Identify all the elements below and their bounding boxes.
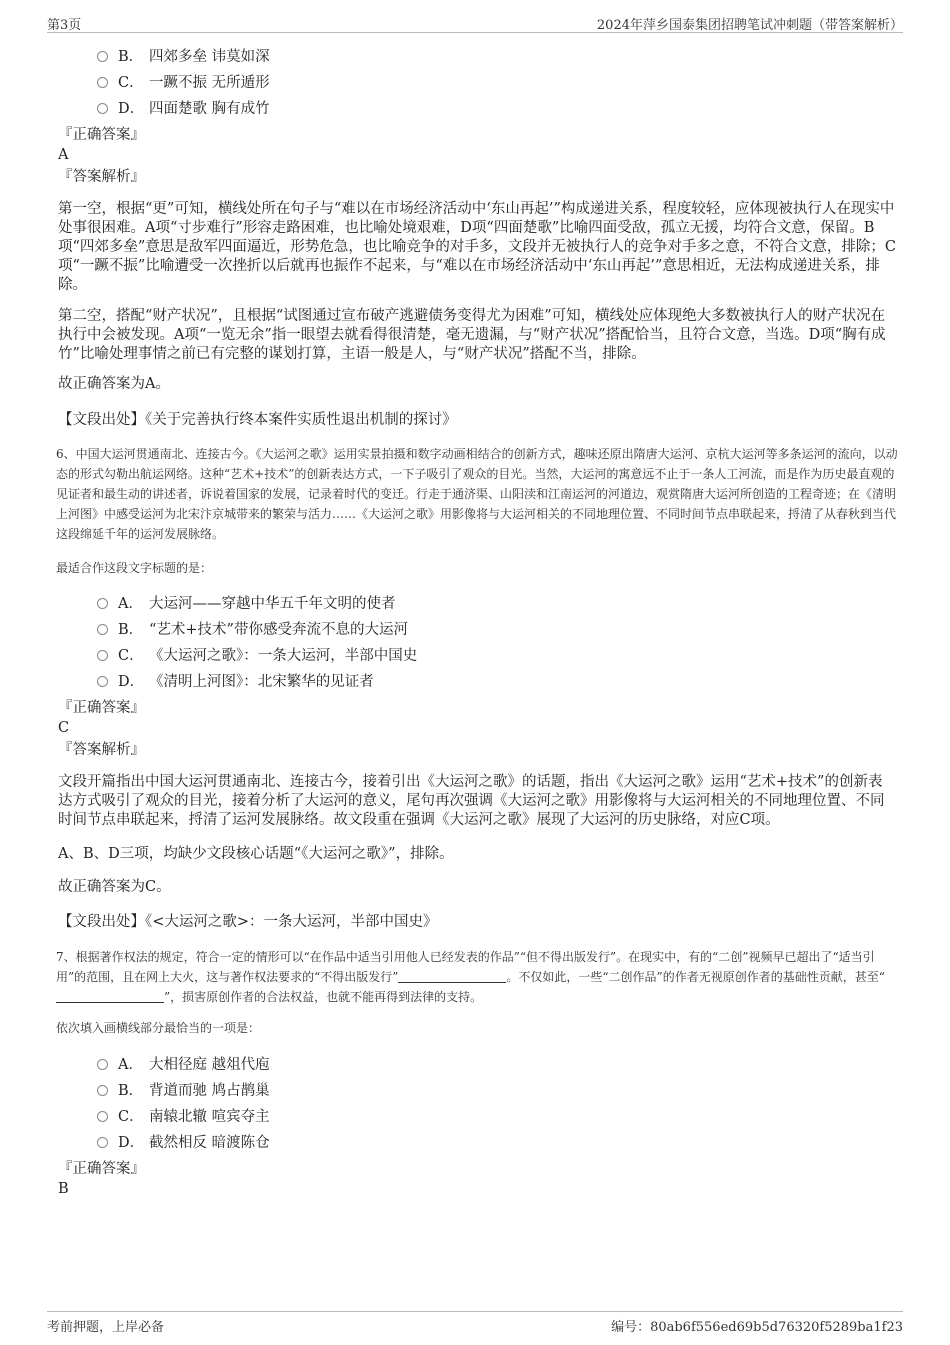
document-id: 编号：80ab6f556ed69b5d76320f5289ba1f23 [611, 1320, 903, 1335]
q6-option-c[interactable]: C． 《大运河之歌》：一条大运河，半部中国史 [97, 646, 417, 666]
radio-icon[interactable] [97, 650, 108, 661]
q5-answer: A [58, 147, 69, 163]
q6-analysis-p1: 文段开篇指出中国大运河贯通南北、连接古今，接着引出《大运河之歌》的话题，指出《大运河之歌》运用“艺术+技术”的创新表达方式吸引了观众的目光，接着分析了大运河的意义，尾句再次强调《大运河之歌》用影像将与大运河相关的不同地理位置、不同时间节点串联起来，捋清了运河发展脉络。故文段重在强调《大运河之歌》展现了大运河的历史脉络，对应C项。 [58, 774, 885, 828]
q5-analysis-p2: 第二空，搭配“财产状况”，且根据“试图通过宣布破产逃避债务变得尤为困难”可知，横线处应体现绝大多数被执行人的财产状况在执行中会被发现。A项“一览无余”指一眼望去就看得很清楚，毫无遗漏，与“财产状况”搭配恰当，且符合文意，当选。D项“胸有成竹”比喻处理事情之前已有完整的谋划打算，主语一般是人，与“财产状况”搭配不当，排除。 [58, 308, 886, 362]
q7-option-b[interactable]: B． 背道而驰 鸠占鹊巢 [97, 1081, 270, 1101]
q6-option-b[interactable]: B． “艺术+技术”带你感受奔流不息的大运河 [97, 620, 408, 640]
q7-answer: B [58, 1181, 69, 1197]
q6-answer: C [58, 720, 70, 736]
q7-stem: 7、根据著作权法的规定，符合一定的情形可以“在作品中适当引用他人已经发表的作品”“但不得出版发行”。在现实中，有的“二创”视频早已超出了“适当引用”的范围，且在网上大火，这与著作权法要求的“不得出版发行” 。不仅如此，一些“二创作品”的作者无视原创作者的基础性贡献，甚至“”，损害原创作者的合法权益，也就不能再得到法律的支持。 [56, 950, 885, 1004]
q7-option-d[interactable]: D． 截然相反 暗渡陈仓 [97, 1133, 270, 1153]
footer-slogan: 考前押题，上岸必备 [47, 1320, 165, 1335]
q5-analysis-p3: 故正确答案为A。 [58, 376, 170, 392]
q7-answer-label: 『正确答案』 [58, 1161, 145, 1177]
radio-icon[interactable] [97, 1137, 108, 1148]
q6-analysis-p3: 故正确答案为C。 [58, 879, 171, 895]
radio-icon[interactable] [97, 1059, 108, 1070]
q5-analysis-p1: 第一空，根据“更”可知，横线处所在句子与“难以在市场经济活动中‘东山再起’”构成递进关系，程度较轻，应体现被执行人在现实中处事很困难。A项“寸步难行”形容走路困难，也比喻处境艰难，D项“四面楚歌”比喻四面受敌，孤立无援，均符合文意，保留。B项“四郊多垒”意思是敌军四面逼近，形势危急，也比喻竞争的对手多，文段并无被执行人的竞争对手多之意，不符合文意，排除；C项“一蹶不振”比喻遭受一次挫折以后就再也振作不起来，与“难以在市场经济活动中‘东山再起’”意思相近，无法构成递进关系，排除。 [58, 201, 896, 293]
page-header [47, 10, 903, 33]
q7-option-a[interactable]: A． 大相径庭 越俎代庖 [97, 1055, 270, 1075]
radio-icon[interactable] [97, 1085, 108, 1096]
q5-option-b[interactable]: B． 四郊多垒 讳莫如深 [97, 47, 270, 67]
q5-answer-label: 『正确答案』 [58, 127, 145, 143]
document-title: 2024年萍乡国泰集团招聘笔试冲刺题（带答案解析） [596, 18, 903, 33]
radio-icon[interactable] [97, 1111, 108, 1122]
fill-blank-2[interactable] [56, 990, 164, 1003]
q5-analysis-label: 『答案解析』 [58, 169, 145, 185]
radio-icon[interactable] [97, 77, 108, 88]
q5-option-c[interactable]: C． 一蹶不振 无所遁形 [97, 73, 270, 93]
radio-icon[interactable] [97, 103, 108, 114]
q7-option-c[interactable]: C． 南辕北辙 喧宾夺主 [97, 1107, 270, 1127]
q6-option-a[interactable]: A． 大运河——穿越中华五千年文明的使者 [97, 594, 396, 614]
fill-blank-1[interactable] [398, 970, 506, 983]
q6-option-d[interactable]: D． 《清明上河图》：北宋繁华的见证者 [97, 672, 374, 692]
radio-icon[interactable] [97, 51, 108, 62]
q6-answer-label: 『正确答案』 [58, 700, 145, 716]
q6-question: 最适合作这段文字标题的是： [56, 561, 213, 575]
q6-source: 【文段出处】《<大运河之歌>：一条大运河，半部中国史》 [58, 914, 438, 930]
q5-option-d[interactable]: D． 四面楚歌 胸有成竹 [97, 99, 270, 119]
q6-analysis-p2: A、B、D三项，均缺少文段核心话题“《大运河之歌》”，排除。 [58, 846, 454, 862]
radio-icon[interactable] [97, 598, 108, 609]
page-number: 第3页 [47, 18, 82, 33]
q6-analysis-label: 『答案解析』 [58, 742, 145, 758]
q5-source: 【文段出处】《关于完善执行终本案件实质性退出机制的探讨》 [58, 412, 457, 428]
page-footer [47, 1311, 903, 1336]
q6-stem: 6、中国大运河贯通南北、连接古今。《大运河之歌》运用实景拍摄和数字动画相结合的创新方式，趣味还原出隋唐大运河、京杭大运河等多条运河的流向，以动态的形式勾勒出航运网络。这种“艺术+技术”的创新表达方式，一下子吸引了观众的目光。当然，大运河的寓意远不止于一条人工河流，而是作为历史最直观的见证者和最生动的讲述者，诉说着国家的发展，记录着时代的变迁。行走于通济渠、山阳渎和江南运河的河道边，观赏隋唐大运河所创造的工程奇迹；在《清明上河图》中感受运河为北宋汴京城带来的繁荣与活力……《大运河之歌》用影像将与大运河相关的不同地理位置、不同时间节点串联起来，捋清了从春秋到当代这段绵延千年的运河发展脉络。 [56, 447, 898, 541]
q7-question: 依次填入画横线部分最恰当的一项是： [56, 1021, 261, 1035]
radio-icon[interactable] [97, 676, 108, 687]
radio-icon[interactable] [97, 624, 108, 635]
